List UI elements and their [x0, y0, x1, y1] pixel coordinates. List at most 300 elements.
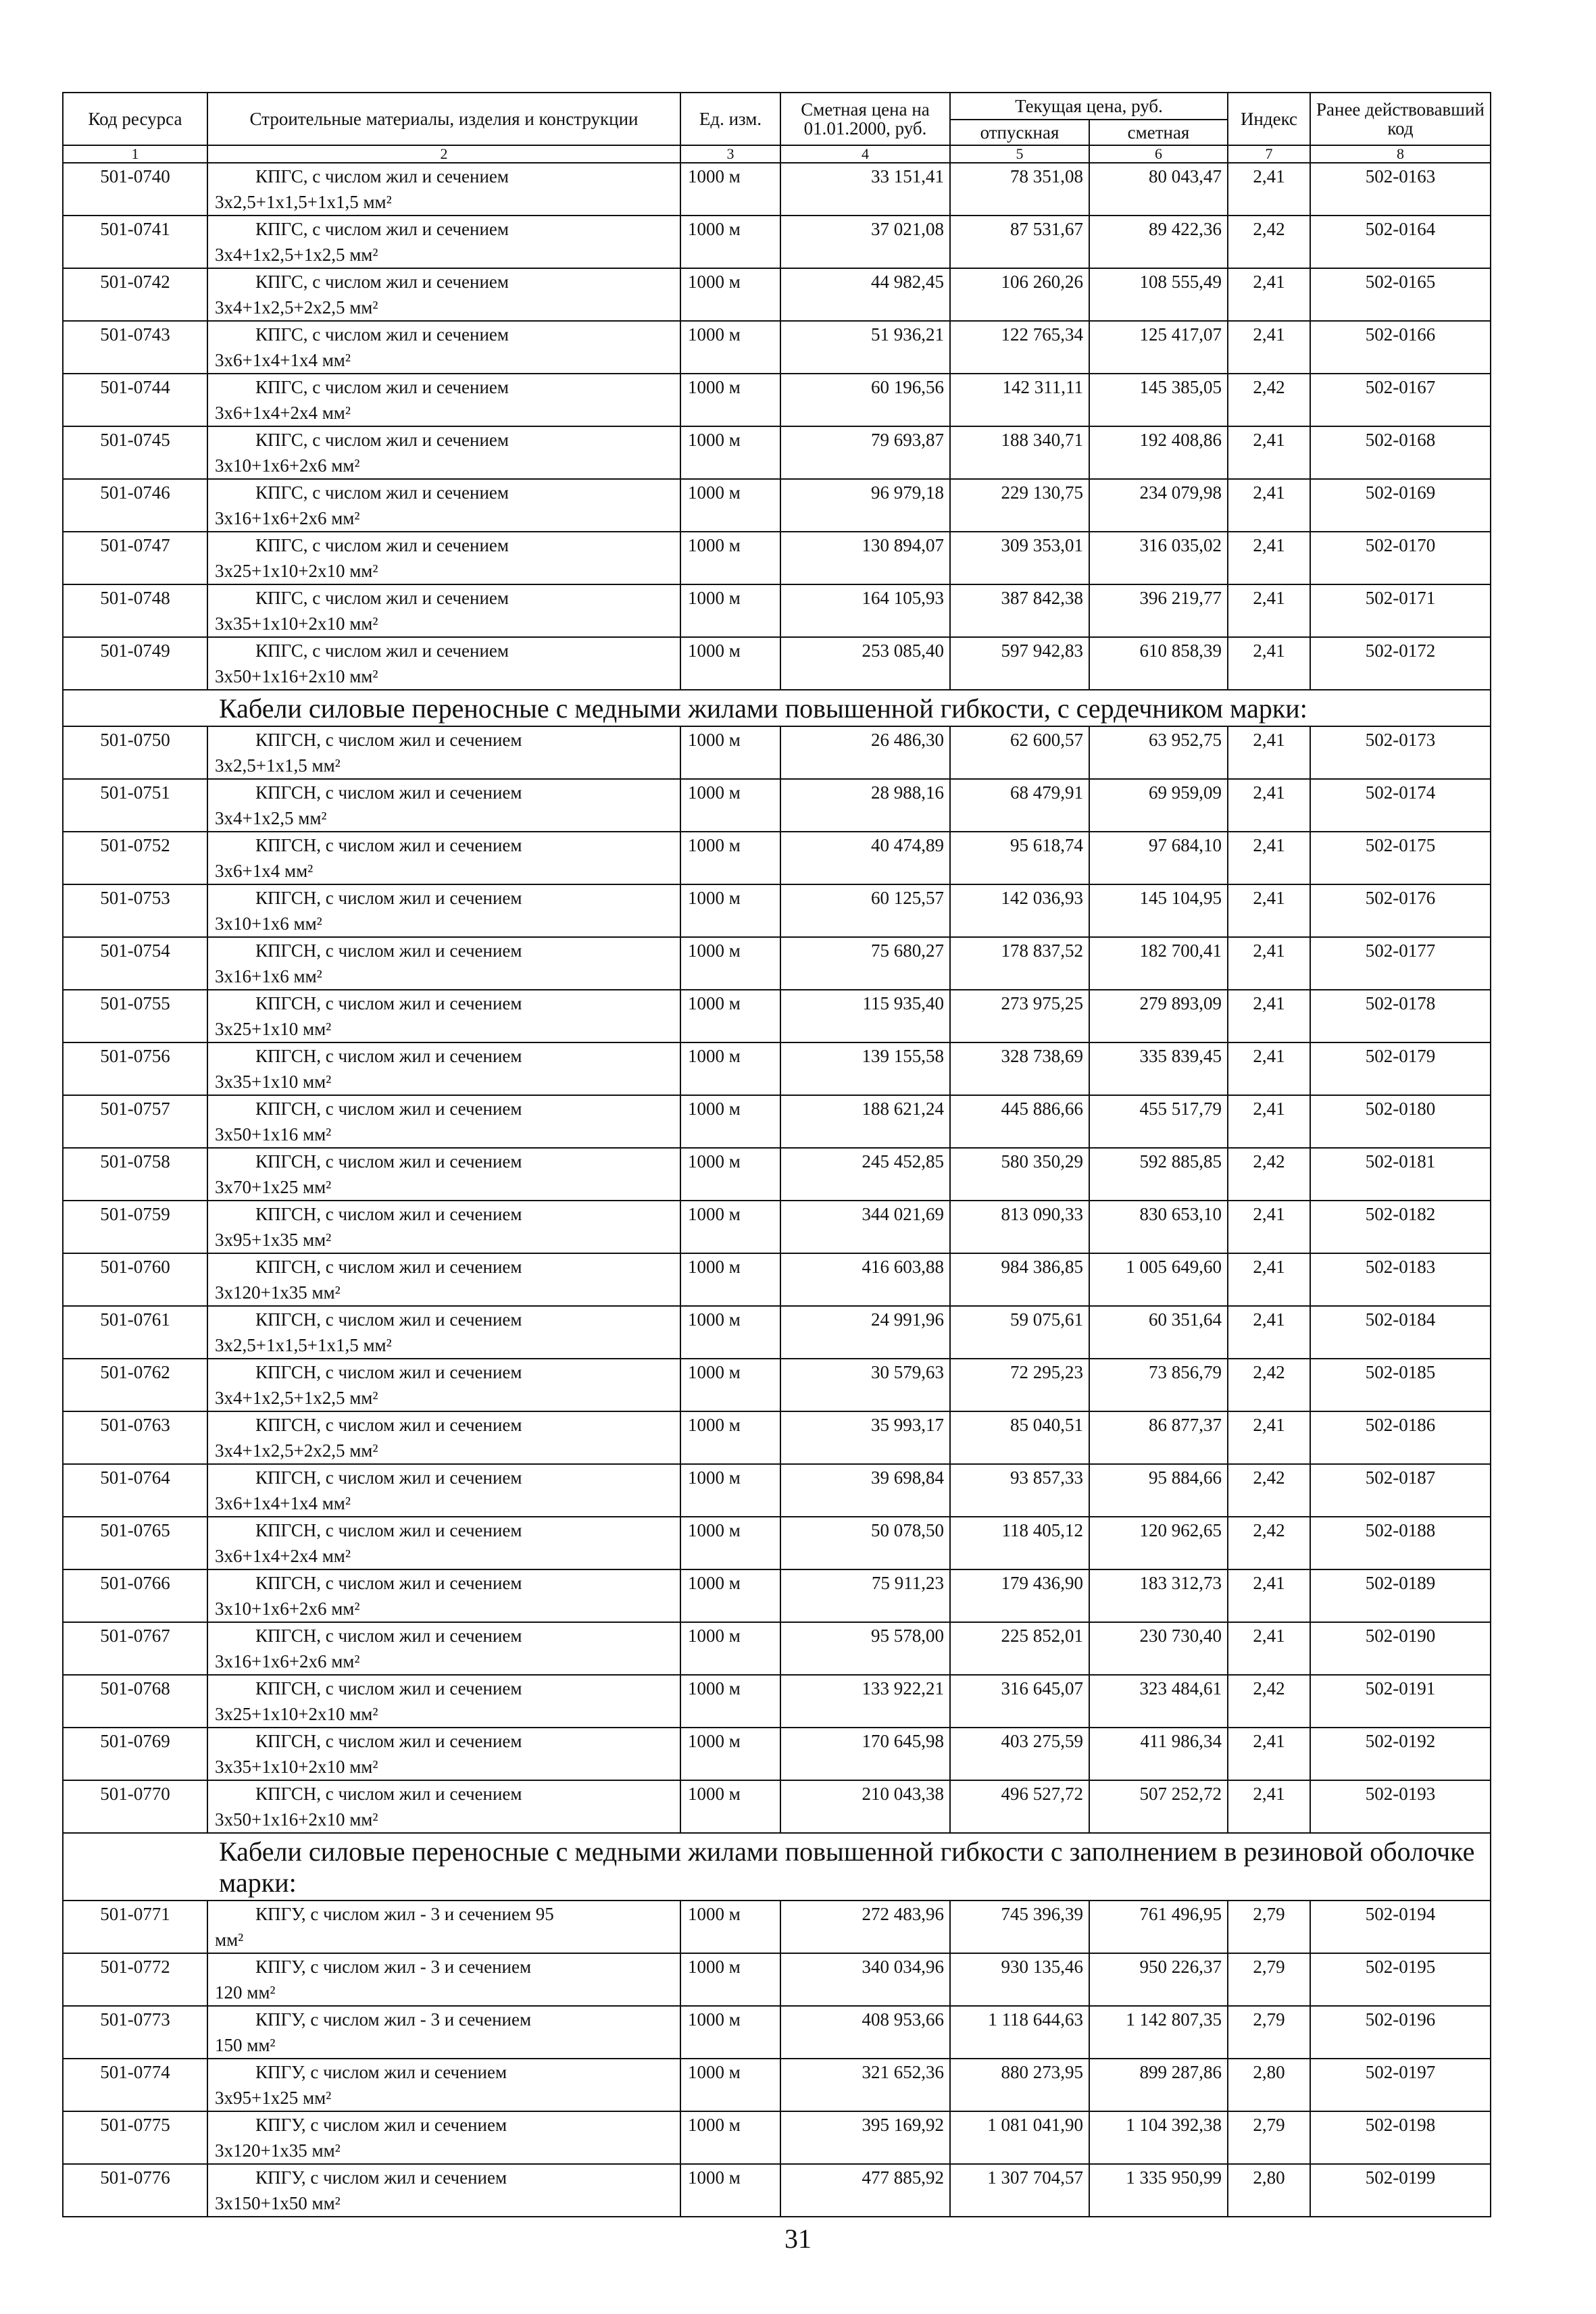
base-price-cell: 164 105,93 [780, 584, 950, 637]
base-price-cell: 75 680,27 [780, 937, 950, 990]
description-line-2: 3х10+1х6 мм² [215, 913, 322, 934]
estimate-price-cell: 950 226,37 [1089, 1953, 1228, 2006]
description-line-2: 3х95+1х35 мм² [215, 1230, 332, 1250]
base-price-cell: 96 979,18 [780, 479, 950, 532]
description-line-2: 3х4+1х2,5+2х2,5 мм² [215, 297, 378, 318]
estimate-price-cell: 507 252,72 [1089, 1780, 1228, 1833]
base-price-cell: 50 078,50 [780, 1517, 950, 1569]
base-price-cell: 321 652,36 [780, 2059, 950, 2111]
table-row [63, 1148, 1491, 1201]
table-row [63, 1569, 1491, 1622]
description-line-2: 3х4+1х2,5+2х2,5 мм² [215, 1440, 378, 1461]
description-line-1: КПГСН, с числом жил и сечением [255, 1784, 522, 1804]
description-line-1: КПГСН, с числом жил и сечением [255, 1520, 522, 1540]
description-line-1: КПГСН, с числом жил и сечением [255, 1467, 522, 1488]
description-line-2: 3х35+1х10+2х10 мм² [215, 1757, 378, 1777]
description-cell [207, 637, 680, 690]
base-price-cell: 95 578,00 [780, 1622, 950, 1675]
description-line-1: КПГУ, с числом жил - 3 и сечением [255, 2009, 532, 2030]
unit-cell: 1000 м [680, 479, 780, 532]
description-line-1: КПГС, с числом жил и сечением [255, 588, 509, 608]
unit-cell: 1000 м [680, 2059, 780, 2111]
index-cell: 2,41 [1228, 884, 1310, 937]
previous-code-cell: 502-0176 [1310, 884, 1491, 937]
base-price-cell: 51 936,21 [780, 321, 950, 374]
index-cell: 2,41 [1228, 1728, 1310, 1780]
table-body [63, 163, 1491, 2217]
description-line-1: КПГС, с числом жил и сечением [255, 166, 509, 186]
description-line-1: КПГСН, с числом жил и сечением [255, 1099, 522, 1119]
description-cell [207, 2059, 680, 2111]
table-row [63, 479, 1491, 532]
table-row [63, 426, 1491, 479]
unit-cell: 1000 м [680, 990, 780, 1042]
unit-cell: 1000 м [680, 584, 780, 637]
estimate-price-cell: 1 005 649,60 [1089, 1253, 1228, 1306]
release-price-cell: 984 386,85 [950, 1253, 1089, 1306]
base-price-cell: 60 196,56 [780, 374, 950, 426]
description-line-1: КПГСН, с числом жил и сечением [255, 730, 522, 750]
description-line-1: КПГСН, с числом жил и сечением [255, 1257, 522, 1277]
description-cell [207, 1464, 680, 1517]
description-cell [207, 1042, 680, 1095]
estimate-price-cell: 899 287,86 [1089, 2059, 1228, 2111]
index-cell: 2,41 [1228, 990, 1310, 1042]
index-cell: 2,41 [1228, 584, 1310, 637]
table-row [63, 1517, 1491, 1569]
previous-code-cell: 502-0186 [1310, 1411, 1491, 1464]
table-row [63, 2006, 1491, 2059]
index-cell: 2,41 [1228, 726, 1310, 779]
description-line-1: КПГС, с числом жил и сечением [255, 377, 509, 397]
table-row [63, 832, 1491, 884]
description-line-1: КПГСН, с числом жил и сечением [255, 940, 522, 961]
description-cell [207, 1675, 680, 1728]
index-cell: 2,41 [1228, 268, 1310, 321]
description-cell [207, 1569, 680, 1622]
unit-cell: 1000 м [680, 1675, 780, 1728]
index-cell: 2,42 [1228, 216, 1310, 268]
table-row [63, 1042, 1491, 1095]
unit-cell: 1000 м [680, 1953, 780, 2006]
estimate-price-cell: 145 104,95 [1089, 884, 1228, 937]
estimate-price-cell: 182 700,41 [1089, 937, 1228, 990]
estimate-price-cell: 323 484,61 [1089, 1675, 1228, 1728]
description-cell [207, 1201, 680, 1253]
release-price-cell: 930 135,46 [950, 1953, 1089, 2006]
unit-cell: 1000 м [680, 268, 780, 321]
index-cell: 2,41 [1228, 426, 1310, 479]
page-number: 31 [784, 2223, 812, 2254]
description-cell [207, 1148, 680, 1201]
previous-code-cell: 502-0171 [1310, 584, 1491, 637]
header-index: Индекс [1228, 93, 1310, 145]
resource-code-cell: 501-0763 [63, 1411, 207, 1464]
description-line-1: КПГУ, с числом жил и сечением [255, 2062, 507, 2082]
description-line-2: 3х120+1х35 мм² [215, 2140, 341, 2161]
estimate-price-cell: 97 684,10 [1089, 832, 1228, 884]
index-cell: 2,41 [1228, 937, 1310, 990]
index-cell: 2,42 [1228, 1517, 1310, 1569]
description-line-2: 3х95+1х25 мм² [215, 2088, 332, 2108]
previous-code-cell: 502-0181 [1310, 1148, 1491, 1201]
base-price-cell: 133 922,21 [780, 1675, 950, 1728]
resource-code-cell: 501-0754 [63, 937, 207, 990]
base-price-cell: 33 151,41 [780, 163, 950, 216]
previous-code-cell: 502-0175 [1310, 832, 1491, 884]
description-line-2: 3х25+1х10+2х10 мм² [215, 561, 378, 581]
resource-code-cell: 501-0750 [63, 726, 207, 779]
release-price-cell: 387 842,38 [950, 584, 1089, 637]
description-line-1: КПГС, с числом жил и сечением [255, 272, 509, 292]
release-price-cell: 142 311,11 [950, 374, 1089, 426]
description-line-2: 3х6+1х4+1х4 мм² [215, 350, 351, 370]
description-line-2: 3х6+1х4+2х4 мм² [215, 1546, 351, 1566]
column-number: 7 [1228, 145, 1310, 163]
section-title: Кабели силовые переносные с медными жилами повышенной гибкости, с сердечником марки: [63, 690, 1491, 726]
header-estimate-price: сметная [1089, 120, 1228, 145]
base-price-cell: 272 483,96 [780, 1901, 950, 1953]
base-price-cell: 24 991,96 [780, 1306, 950, 1359]
estimate-price-cell: 335 839,45 [1089, 1042, 1228, 1095]
column-number: 2 [207, 145, 680, 163]
release-price-cell: 178 837,52 [950, 937, 1089, 990]
description-line-1: КПГС, с числом жил и сечением [255, 324, 509, 345]
estimate-price-cell: 145 385,05 [1089, 374, 1228, 426]
estimate-price-cell: 86 877,37 [1089, 1411, 1228, 1464]
description-line-1: КПГСН, с числом жил и сечением [255, 1573, 522, 1593]
estimate-price-cell: 192 408,86 [1089, 426, 1228, 479]
estimate-price-cell: 95 884,66 [1089, 1464, 1228, 1517]
release-price-cell: 813 090,33 [950, 1201, 1089, 1253]
resource-code-cell: 501-0744 [63, 374, 207, 426]
release-price-cell: 597 942,83 [950, 637, 1089, 690]
table-row [63, 584, 1491, 637]
resource-code-cell: 501-0748 [63, 584, 207, 637]
description-line-2: 3х35+1х10 мм² [215, 1072, 332, 1092]
table-row [63, 321, 1491, 374]
release-price-cell: 1 307 704,57 [950, 2164, 1089, 2217]
index-cell: 2,79 [1228, 1901, 1310, 1953]
estimate-price-cell: 610 858,39 [1089, 637, 1228, 690]
column-number: 8 [1310, 145, 1491, 163]
previous-code-cell: 502-0170 [1310, 532, 1491, 584]
base-price-cell: 35 993,17 [780, 1411, 950, 1464]
base-price-cell: 395 169,92 [780, 2111, 950, 2164]
release-price-cell: 122 765,34 [950, 321, 1089, 374]
unit-cell: 1000 м [680, 1359, 780, 1411]
resource-code-cell: 501-0767 [63, 1622, 207, 1675]
description-line-2: 3х4+1х2,5 мм² [215, 808, 327, 828]
description-line-2: 3х70+1х25 мм² [215, 1177, 332, 1197]
description-line-2: 3х16+1х6+2х6 мм² [215, 1651, 360, 1671]
release-price-cell: 142 036,93 [950, 884, 1089, 937]
table-row [63, 1411, 1491, 1464]
resource-code-cell: 501-0742 [63, 268, 207, 321]
index-cell: 2,79 [1228, 1953, 1310, 2006]
resource-code-cell: 501-0746 [63, 479, 207, 532]
base-price-cell: 477 885,92 [780, 2164, 950, 2217]
table-row [63, 990, 1491, 1042]
index-cell: 2,80 [1228, 2164, 1310, 2217]
description-line-1: КПГСН, с числом жил и сечением [255, 1309, 522, 1330]
unit-cell: 1000 м [680, 637, 780, 690]
description-cell [207, 268, 680, 321]
resource-code-cell: 501-0755 [63, 990, 207, 1042]
header-code: Код ресурса [63, 93, 207, 145]
description-line-1: КПГС, с числом жил и сечением [255, 640, 509, 661]
resource-code-cell: 501-0766 [63, 1569, 207, 1622]
column-number: 1 [63, 145, 207, 163]
index-cell: 2,79 [1228, 2006, 1310, 2059]
unit-cell: 1000 м [680, 532, 780, 584]
unit-cell: 1000 м [680, 726, 780, 779]
table-row [63, 1780, 1491, 1833]
previous-code-cell: 502-0164 [1310, 216, 1491, 268]
unit-cell: 1000 м [680, 1201, 780, 1253]
estimate-price-cell: 1 142 807,35 [1089, 2006, 1228, 2059]
description-cell [207, 163, 680, 216]
estimate-price-cell: 73 856,79 [1089, 1359, 1228, 1411]
description-line-2: 120 мм² [215, 1982, 276, 2003]
resource-code-cell: 501-0757 [63, 1095, 207, 1148]
resource-code-cell: 501-0762 [63, 1359, 207, 1411]
description-line-2: 3х2,5+1х1,5+1х1,5 мм² [215, 192, 392, 212]
previous-code-cell: 502-0194 [1310, 1901, 1491, 1953]
description-line-1: КПГСН, с числом жил и сечением [255, 888, 522, 908]
release-price-cell: 880 273,95 [950, 2059, 1089, 2111]
unit-cell: 1000 м [680, 163, 780, 216]
description-line-2: 3х16+1х6 мм² [215, 966, 322, 986]
unit-cell: 1000 м [680, 1042, 780, 1095]
index-cell: 2,41 [1228, 1095, 1310, 1148]
release-price-cell: 179 436,90 [950, 1569, 1089, 1622]
release-price-cell: 328 738,69 [950, 1042, 1089, 1095]
resource-code-cell: 501-0745 [63, 426, 207, 479]
table-row [63, 1728, 1491, 1780]
description-line-2: 3х2,5+1х1,5 мм² [215, 755, 341, 776]
description-line-1: КПГСН, с числом жил и сечением [255, 1362, 522, 1382]
estimate-price-cell: 316 035,02 [1089, 532, 1228, 584]
table-row [63, 1901, 1491, 1953]
description-cell [207, 884, 680, 937]
resource-code-cell: 501-0760 [63, 1253, 207, 1306]
description-line-1: КПГСН, с числом жил и сечением [255, 1415, 522, 1435]
description-cell [207, 1306, 680, 1359]
description-line-2: 3х150+1х50 мм² [215, 2193, 341, 2213]
previous-code-cell: 502-0184 [1310, 1306, 1491, 1359]
column-number: 5 [950, 145, 1089, 163]
previous-code-cell: 502-0189 [1310, 1569, 1491, 1622]
description-line-2: 3х10+1х6+2х6 мм² [215, 1599, 360, 1619]
description-line-2: мм² [215, 1930, 244, 1950]
description-cell [207, 1901, 680, 1953]
unit-cell: 1000 м [680, 321, 780, 374]
previous-code-cell: 502-0193 [1310, 1780, 1491, 1833]
table-row [63, 779, 1491, 832]
table-row [63, 1675, 1491, 1728]
unit-cell: 1000 м [680, 779, 780, 832]
header-release-price: отпускная [950, 120, 1089, 145]
release-price-cell: 106 260,26 [950, 268, 1089, 321]
release-price-cell: 1 081 041,90 [950, 2111, 1089, 2164]
index-cell: 2,41 [1228, 479, 1310, 532]
base-price-cell: 188 621,24 [780, 1095, 950, 1148]
index-cell: 2,41 [1228, 532, 1310, 584]
table-row [63, 2059, 1491, 2111]
table-row [63, 2111, 1491, 2164]
index-cell: 2,41 [1228, 1306, 1310, 1359]
description-line-2: 150 мм² [215, 2035, 276, 2055]
index-cell: 2,42 [1228, 374, 1310, 426]
description-cell [207, 1253, 680, 1306]
header-prev-code: Ранее действовавший код [1310, 93, 1491, 145]
description-line-2: 3х120+1х35 мм² [215, 1282, 341, 1303]
base-price-cell: 28 988,16 [780, 779, 950, 832]
description-cell [207, 2111, 680, 2164]
header-base-price: Сметная цена на 01.01.2000, руб. [780, 93, 950, 145]
previous-code-cell: 502-0174 [1310, 779, 1491, 832]
resource-code-cell: 501-0772 [63, 1953, 207, 2006]
estimate-price-cell: 830 653,10 [1089, 1201, 1228, 1253]
estimate-price-cell: 230 730,40 [1089, 1622, 1228, 1675]
index-cell: 2,41 [1228, 832, 1310, 884]
section-header-row [63, 690, 1491, 726]
release-price-cell: 118 405,12 [950, 1517, 1089, 1569]
description-line-2: 3х10+1х6+2х6 мм² [215, 455, 360, 476]
release-price-cell: 309 353,01 [950, 532, 1089, 584]
description-line-1: КПГУ, с числом жил - 3 и сечением [255, 1957, 532, 1977]
previous-code-cell: 502-0188 [1310, 1517, 1491, 1569]
description-cell [207, 479, 680, 532]
description-cell [207, 1359, 680, 1411]
column-number: 6 [1089, 145, 1228, 163]
description-line-1: КПГСН, с числом жил и сечением [255, 1046, 522, 1066]
description-cell [207, 832, 680, 884]
unit-cell: 1000 м [680, 1622, 780, 1675]
release-price-cell: 93 857,33 [950, 1464, 1089, 1517]
previous-code-cell: 502-0166 [1310, 321, 1491, 374]
description-line-2: 3х50+1х16+2х10 мм² [215, 666, 378, 686]
release-price-cell: 745 396,39 [950, 1901, 1089, 1953]
description-cell [207, 1780, 680, 1833]
unit-cell: 1000 м [680, 426, 780, 479]
estimate-price-cell: 69 959,09 [1089, 779, 1228, 832]
estimate-price-cell: 108 555,49 [1089, 268, 1228, 321]
base-price-cell: 170 645,98 [780, 1728, 950, 1780]
base-price-cell: 75 911,23 [780, 1569, 950, 1622]
description-cell [207, 1411, 680, 1464]
base-price-cell: 408 953,66 [780, 2006, 950, 2059]
resource-code-cell: 501-0751 [63, 779, 207, 832]
description-line-1: КПГУ, с числом жил - 3 и сечением 95 [255, 1904, 554, 1924]
unit-cell: 1000 м [680, 374, 780, 426]
previous-code-cell: 502-0169 [1310, 479, 1491, 532]
previous-code-cell: 502-0167 [1310, 374, 1491, 426]
previous-code-cell: 502-0165 [1310, 268, 1491, 321]
index-cell: 2,42 [1228, 1464, 1310, 1517]
index-cell: 2,42 [1228, 1359, 1310, 1411]
description-line-2: 3х50+1х16 мм² [215, 1124, 332, 1145]
section-header-row [63, 1833, 1491, 1901]
release-price-cell: 62 600,57 [950, 726, 1089, 779]
resource-code-cell: 501-0765 [63, 1517, 207, 1569]
base-price-cell: 416 603,88 [780, 1253, 950, 1306]
table-row [63, 937, 1491, 990]
index-cell: 2,41 [1228, 163, 1310, 216]
previous-code-cell: 502-0180 [1310, 1095, 1491, 1148]
price-document [62, 92, 1490, 2217]
base-price-cell: 79 693,87 [780, 426, 950, 479]
description-cell [207, 374, 680, 426]
resource-code-cell: 501-0749 [63, 637, 207, 690]
unit-cell: 1000 м [680, 2111, 780, 2164]
description-line-2: 3х2,5+1х1,5+1х1,5 мм² [215, 1335, 392, 1355]
previous-code-cell: 502-0191 [1310, 1675, 1491, 1728]
index-cell: 2,41 [1228, 321, 1310, 374]
table-row [63, 216, 1491, 268]
index-cell: 2,42 [1228, 1675, 1310, 1728]
release-price-cell: 59 075,61 [950, 1306, 1089, 1359]
column-number: 4 [780, 145, 950, 163]
base-price-cell: 130 894,07 [780, 532, 950, 584]
description-cell [207, 2006, 680, 2059]
estimate-price-cell: 89 422,36 [1089, 216, 1228, 268]
table-row [63, 884, 1491, 937]
description-cell [207, 426, 680, 479]
release-price-cell: 580 350,29 [950, 1148, 1089, 1201]
resource-code-cell: 501-0774 [63, 2059, 207, 2111]
base-price-cell: 37 021,08 [780, 216, 950, 268]
description-line-2: 3х25+1х10 мм² [215, 1019, 332, 1039]
resource-code-cell: 501-0759 [63, 1201, 207, 1253]
table-row [63, 1253, 1491, 1306]
unit-cell: 1000 м [680, 1569, 780, 1622]
index-cell: 2,42 [1228, 1148, 1310, 1201]
index-cell: 2,41 [1228, 1253, 1310, 1306]
description-cell [207, 2164, 680, 2217]
base-price-cell: 344 021,69 [780, 1201, 950, 1253]
resource-code-cell: 501-0752 [63, 832, 207, 884]
index-cell: 2,41 [1228, 1780, 1310, 1833]
release-price-cell: 87 531,67 [950, 216, 1089, 268]
table-row [63, 637, 1491, 690]
table-row [63, 163, 1491, 216]
base-price-cell: 30 579,63 [780, 1359, 950, 1411]
release-price-cell: 78 351,08 [950, 163, 1089, 216]
estimate-price-cell: 125 417,07 [1089, 321, 1228, 374]
description-line-1: КПГСН, с числом жил и сечением [255, 1731, 522, 1751]
table-row [63, 532, 1491, 584]
previous-code-cell: 502-0179 [1310, 1042, 1491, 1095]
unit-cell: 1000 м [680, 1901, 780, 1953]
description-line-2: 3х25+1х10+2х10 мм² [215, 1704, 378, 1724]
table-row [63, 726, 1491, 779]
unit-cell: 1000 м [680, 937, 780, 990]
index-cell: 2,80 [1228, 2059, 1310, 2111]
base-price-cell: 245 452,85 [780, 1148, 950, 1201]
previous-code-cell: 502-0187 [1310, 1464, 1491, 1517]
description-cell [207, 779, 680, 832]
unit-cell: 1000 м [680, 1464, 780, 1517]
estimate-price-cell: 1 104 392,38 [1089, 2111, 1228, 2164]
previous-code-cell: 502-0198 [1310, 2111, 1491, 2164]
resource-code-cell: 501-0747 [63, 532, 207, 584]
header-name: Строительные материалы, изделия и конструкции [207, 93, 680, 145]
table-row [63, 268, 1491, 321]
base-price-cell: 26 486,30 [780, 726, 950, 779]
description-line-1: КПГС, с числом жил и сечением [255, 482, 509, 503]
